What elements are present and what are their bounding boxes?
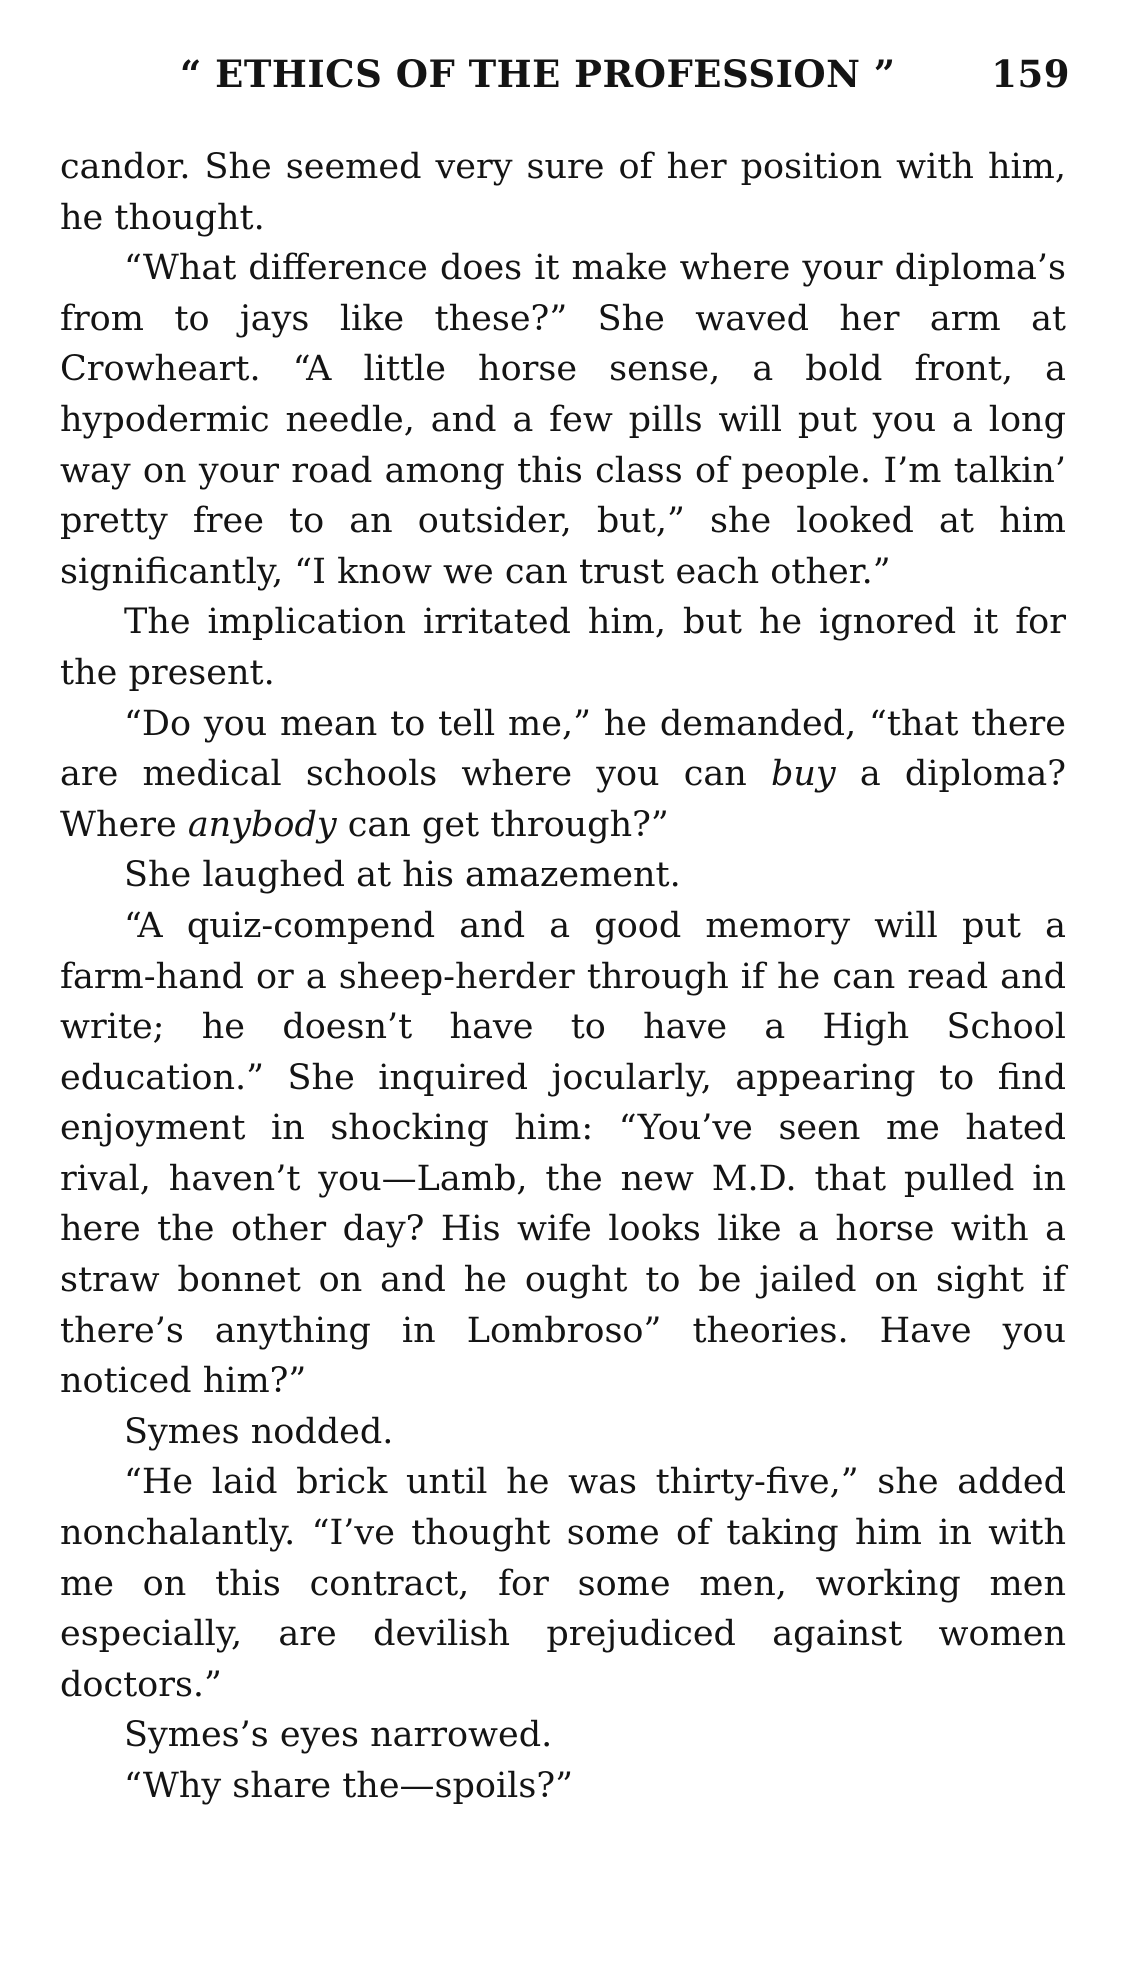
page-number: 159 xyxy=(991,52,1070,96)
paragraph-segment: can get through?” xyxy=(336,804,669,845)
body-text xyxy=(60,142,1066,1812)
paragraph: “Why share the—spoils?” xyxy=(124,1766,573,1806)
paragraph xyxy=(60,699,1066,851)
paragraph: Symes’s eyes narrowed. xyxy=(124,1715,553,1756)
paragraph: She laughed at his amazement. xyxy=(124,855,681,896)
paragraph: “He laid brick until he was thirty-five,” she added nonchalantly. “I’ve thought some of taking him in with me on this contract, for some men, working men especially, are devilish prejudiced against women doctors.” xyxy=(60,1462,1066,1705)
italic-word-anybody: anybody xyxy=(187,804,337,845)
paragraph: candor. She seemed very sure of her position with him, he thought. xyxy=(60,147,1066,238)
running-title: “ ETHICS OF THE PROFESSION ” xyxy=(180,52,896,96)
paragraph: Symes nodded. xyxy=(124,1411,394,1452)
paragraph: “What difference does it make where your diploma’s from to jays like these?” She waved her arm at Crowheart. “A little horse sense, a bold front, a hypodermic needle, and a few pills will put you a long way on your road among this class of people. I’m talkin’ pretty free to an outsider, but,” she looked at him significantly, “I know we can trust each other.” xyxy=(60,248,1066,592)
paragraph: “A quiz-compend and a good memory will put a farm-hand or a sheep-herder through if he can read and write; he doesn’t have to have a High School education.” She inquired jocularly, appearing to find enjoyment in shocking him: “You’ve seen me hated rival, haven’t you—Lamb, the new M.D. that pulled in here the other day? His wife looks like a horse with a straw bonnet on and he ought to be jailed on sight if there’s anything in Lombroso” theories. Have you noticed him?” xyxy=(60,905,1066,1402)
italic-word-buy: buy xyxy=(770,754,836,795)
paragraph-segment: a diploma? Where xyxy=(60,754,1066,845)
paragraph: The implication irritated him, but he ignored it for the present. xyxy=(60,602,1066,693)
paragraph-segment: “Do you mean to tell me,” he demanded, “that there are medical schools where you can xyxy=(60,703,1066,795)
page-header xyxy=(180,52,1070,112)
